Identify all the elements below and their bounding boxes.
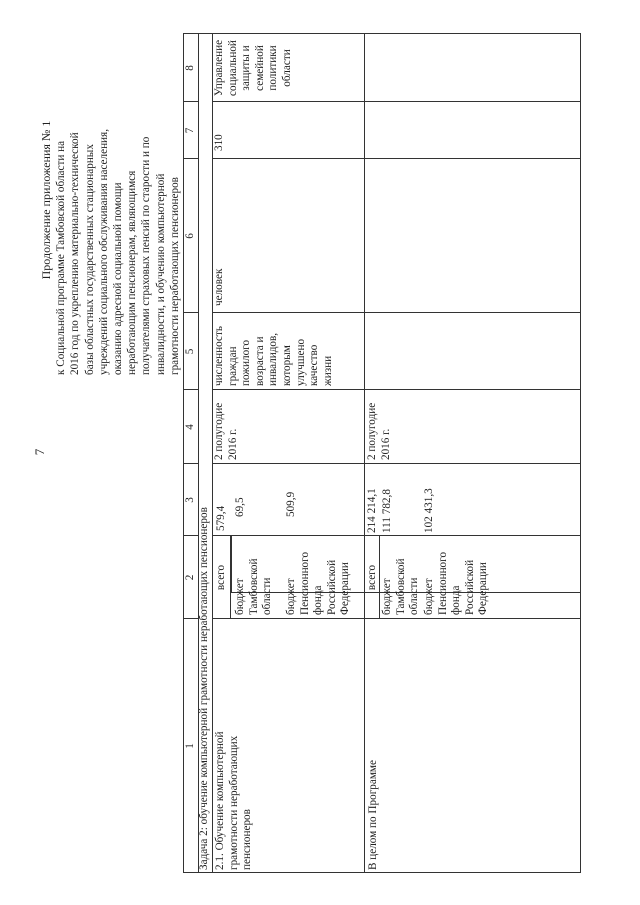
task-title: Задача 2: обучение компьютерной грамотности неработающих пенсионеров bbox=[198, 507, 210, 870]
table-rule bbox=[212, 618, 581, 619]
table-rule bbox=[212, 158, 581, 159]
column-number: 3 bbox=[184, 497, 196, 503]
column-number: 5 bbox=[184, 348, 196, 355]
table-rule bbox=[212, 463, 581, 464]
source-region-label: бюджет Тамбовской области bbox=[234, 558, 274, 615]
target-value: 310 bbox=[213, 134, 225, 151]
indicator-name: численность граждан пожилого возраста и инвалидов, которым улучшено качество жизни bbox=[213, 326, 334, 386]
column-number: 7 bbox=[184, 127, 196, 134]
caption-line: 2016 год по укреплению материально-технической bbox=[69, 132, 82, 375]
execution-term: 2 полугодие 2016 г. bbox=[366, 402, 392, 460]
amount-region: 69,5 bbox=[234, 497, 246, 517]
executor: Управление социальной защиты и семейной политики области bbox=[213, 39, 293, 97]
table-rule bbox=[212, 389, 581, 390]
activity-name: 2.1. Обучение компьютерной грамотности неработающих пенсионеров bbox=[214, 731, 254, 870]
program-total-label: В целом по Программе bbox=[367, 760, 379, 870]
caption-title: Продолжение приложения № 1 bbox=[39, 120, 53, 280]
page-number: 7 bbox=[32, 448, 47, 456]
column-number: 6 bbox=[184, 233, 196, 239]
amount-total: 579,4 bbox=[215, 505, 227, 531]
caption-line: оказанию адресной социальной помощи bbox=[112, 182, 125, 375]
rotated-page bbox=[33, 25, 590, 873]
execution-term: 2 полугодие 2016 г. bbox=[213, 402, 239, 460]
column-number: 1 bbox=[184, 743, 196, 749]
table-rule bbox=[231, 536, 232, 593]
source-total-label: всего bbox=[215, 564, 227, 591]
table-rule bbox=[212, 535, 581, 536]
table-rule bbox=[580, 33, 581, 873]
caption-line: к Социальной программе Тамбовской области на bbox=[55, 140, 68, 375]
caption-line: получателями страховых пенсий по старости и по bbox=[140, 136, 153, 375]
table-rule bbox=[183, 872, 581, 873]
caption-line: неработающим пенсионерам, являющимся bbox=[126, 170, 139, 375]
source-pension-label: бюджет Пенсионного фонда Российской Федерации bbox=[285, 551, 352, 615]
program-table bbox=[183, 33, 581, 873]
amount-total: 214 214,1 bbox=[366, 488, 378, 533]
amount-pension: 509,9 bbox=[285, 491, 297, 517]
caption-line: грамотности неработающих пенсионеров bbox=[168, 177, 181, 375]
unit-of-measure: человек bbox=[213, 268, 225, 306]
source-region-label: бюджет Тамбовской области bbox=[381, 558, 421, 615]
caption-line: инвалидности, и обучению компьютерной bbox=[154, 173, 167, 375]
column-number: 8 bbox=[184, 65, 196, 71]
source-total-label: всего bbox=[366, 564, 378, 591]
caption-line: учреждений социального обслуживания населения, bbox=[97, 129, 110, 375]
table-rule bbox=[364, 33, 365, 873]
caption-line: базы областных государственных стационарных bbox=[83, 144, 96, 375]
column-number: 2 bbox=[184, 574, 196, 581]
source-pension-label: бюджет Пенсионного фонда Российской Федерации bbox=[423, 551, 490, 615]
amount-pension: 102 431,3 bbox=[423, 488, 435, 533]
appendix-caption bbox=[39, 25, 182, 375]
column-number: 4 bbox=[184, 424, 196, 430]
amount-region: 111 782,8 bbox=[381, 489, 393, 533]
